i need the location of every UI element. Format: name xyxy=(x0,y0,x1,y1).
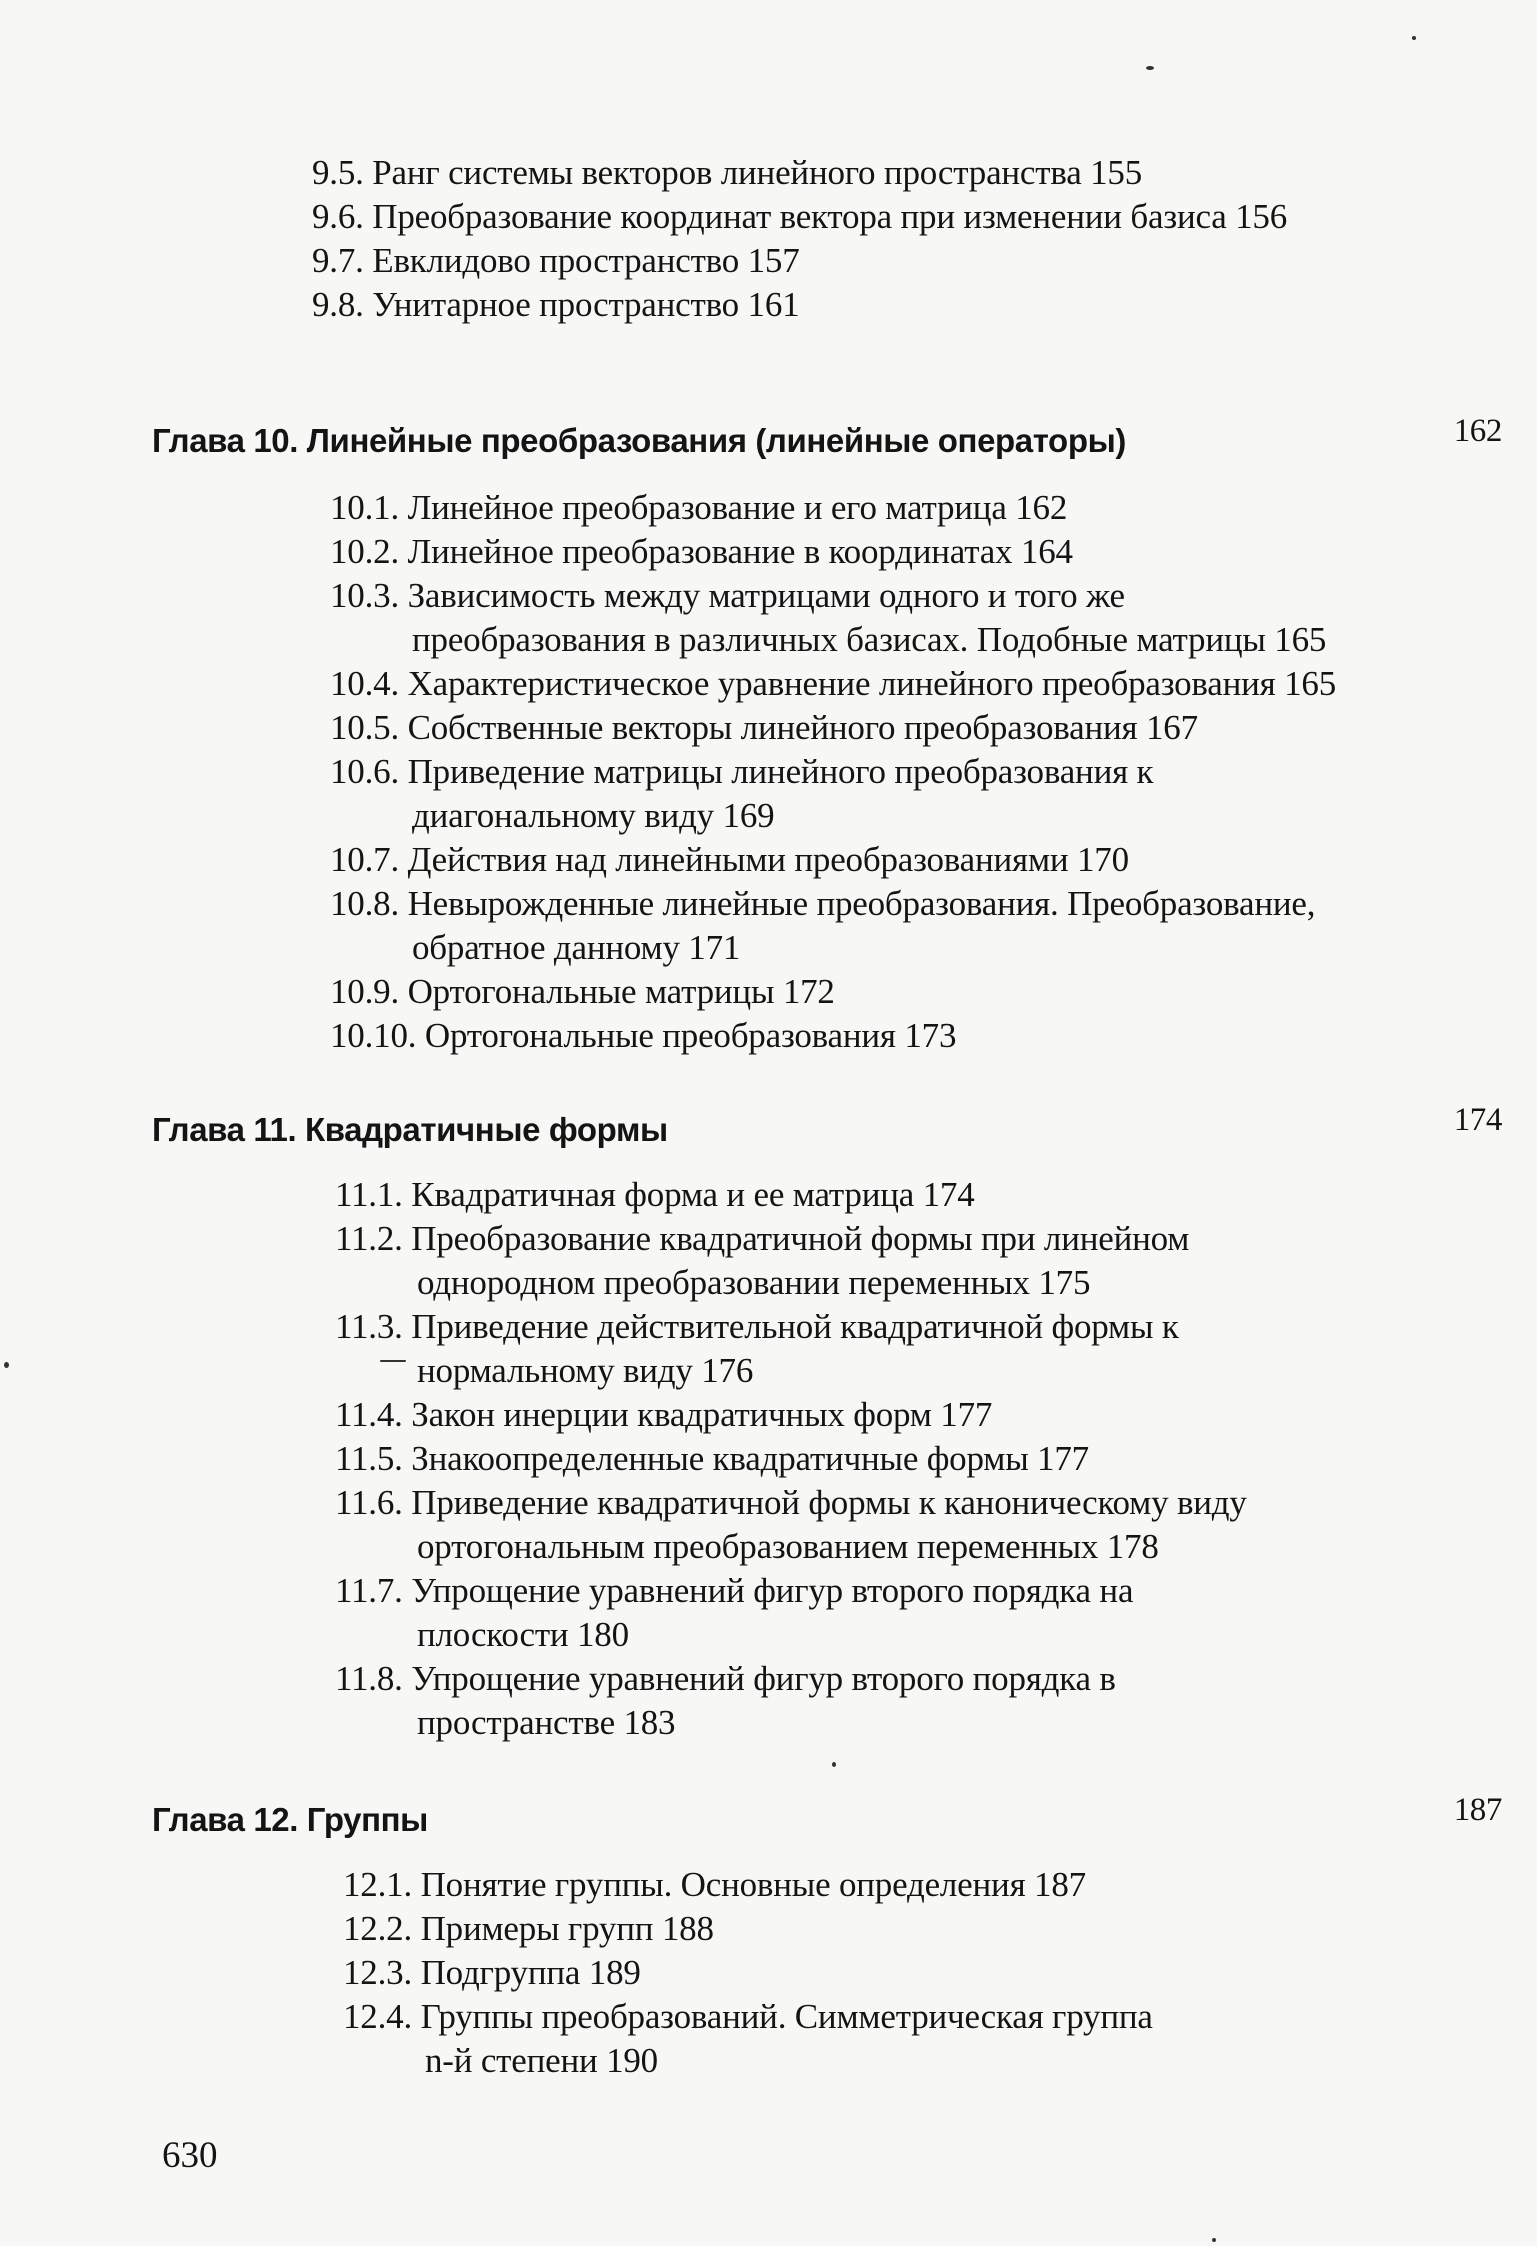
entry-continuation: преобразования в различных базисах. Подобные матрицы 165 xyxy=(412,620,1327,659)
entry-title: Линейное преобразование в координатах 164 xyxy=(407,532,1073,571)
entry-number: 11.1. xyxy=(335,1175,403,1214)
toc-entry[interactable] xyxy=(343,1951,1537,1995)
chapter-title: Глава 12. Группы xyxy=(152,1801,428,1838)
entry-title: Собственные векторы линейного преобразования 167 xyxy=(407,708,1198,747)
entry-number: 10.4. xyxy=(330,664,400,703)
toc-entry[interactable] xyxy=(330,706,1537,750)
toc-entry[interactable] xyxy=(343,1907,1537,1951)
toc-entry[interactable] xyxy=(312,195,1537,239)
entry-number: 11.3. xyxy=(335,1307,403,1346)
chapter-page-number: 187 xyxy=(1453,1792,1502,1828)
entry-title: Евклидово пространство 157 xyxy=(372,241,800,280)
entry-number: 9.6. xyxy=(312,197,364,236)
entry-continuation: нормальному виду 176 xyxy=(417,1351,754,1390)
toc-section-10 xyxy=(0,486,1537,1058)
chapter-page-number: 174 xyxy=(1453,1102,1502,1138)
entry-title: Ортогональные матрицы 172 xyxy=(407,972,835,1011)
entry-number: 12.2. xyxy=(343,1909,413,1948)
toc-section-11 xyxy=(0,1173,1537,1745)
entry-number: 10.9. xyxy=(330,972,400,1011)
toc-section-12 xyxy=(0,1863,1537,2083)
entry-number: 11.8. xyxy=(335,1659,403,1698)
entry-number: 11.2. xyxy=(335,1219,403,1258)
chapter-heading-10[interactable] xyxy=(152,413,1502,463)
toc-entry[interactable] xyxy=(330,750,1537,838)
toc-entry[interactable] xyxy=(330,574,1537,662)
entry-number: 11.7. xyxy=(335,1571,403,1610)
scan-speck xyxy=(1412,36,1416,40)
chapter-page-number: 162 xyxy=(1453,413,1502,449)
entry-title: Ранг системы векторов линейного пространства 155 xyxy=(372,153,1143,192)
entry-title: Приведение действительной квадратичной формы к xyxy=(411,1307,1179,1346)
toc-entry[interactable] xyxy=(312,239,1537,283)
entry-title: Понятие группы. Основные определения 187 xyxy=(420,1865,1086,1904)
entry-continuation: обратное данному 171 xyxy=(412,928,741,967)
toc-entry[interactable] xyxy=(335,1657,1537,1745)
entry-number: 9.5. xyxy=(312,153,364,192)
toc-entry[interactable] xyxy=(335,1393,1537,1437)
toc-entry[interactable] xyxy=(312,151,1537,195)
entry-continuation: диагональному виду 169 xyxy=(412,796,775,835)
entry-continuation: пространстве 183 xyxy=(417,1703,676,1742)
chapter-heading-12[interactable] xyxy=(152,1792,1502,1842)
scan-speck xyxy=(832,1762,836,1767)
entry-title: Квадратичная форма и ее матрица 174 xyxy=(411,1175,975,1214)
toc-entry[interactable] xyxy=(335,1569,1537,1657)
entry-title: Приведение квадратичной формы к каноническому виду xyxy=(411,1483,1247,1522)
scan-speck xyxy=(1146,66,1154,70)
entry-number: 10.10. xyxy=(330,1016,417,1055)
entry-title: Закон инерции квадратичных форм 177 xyxy=(411,1395,993,1434)
entry-number: 10.8. xyxy=(330,884,400,923)
entry-continuation: ортогональным преобразованием переменных 178 xyxy=(417,1527,1159,1566)
toc-entry[interactable] xyxy=(335,1217,1537,1305)
toc-entry[interactable] xyxy=(335,1173,1537,1217)
toc-entry[interactable] xyxy=(330,486,1537,530)
entry-title: Зависимость между матрицами одного и того же xyxy=(407,576,1125,615)
entry-title: Приведение матрицы линейного преобразования к xyxy=(407,752,1154,791)
entry-title: Унитарное пространство 161 xyxy=(372,285,800,324)
toc-entry[interactable] xyxy=(335,1305,1537,1393)
entry-title: Невырожденные линейные преобразования. Преобразование, xyxy=(407,884,1316,923)
toc-entry[interactable] xyxy=(330,838,1537,882)
toc-entry[interactable] xyxy=(335,1437,1537,1481)
entry-title: Упрощение уравнений фигур второго порядка в xyxy=(411,1659,1116,1698)
toc-entry[interactable] xyxy=(330,662,1537,706)
page-number: 630 xyxy=(162,2135,218,2176)
entry-number: 10.3. xyxy=(330,576,400,615)
entry-continuation: плоскости 180 xyxy=(417,1615,629,1654)
entry-number: 10.1. xyxy=(330,488,400,527)
entry-number: 11.5. xyxy=(335,1439,403,1478)
entry-title: Подгруппа 189 xyxy=(420,1953,641,1992)
toc-entry[interactable] xyxy=(330,882,1537,970)
entry-title: Преобразование квадратичной формы при линейном xyxy=(411,1219,1190,1258)
chapter-title: Глава 10. Линейные преобразования (линейные операторы) xyxy=(152,422,1126,459)
entry-title: Примеры групп 188 xyxy=(420,1909,714,1948)
toc-entry[interactable] xyxy=(335,1481,1537,1569)
toc-section-9 xyxy=(0,151,1537,327)
entry-title: Характеристическое уравнение линейного преобразования 165 xyxy=(407,664,1337,703)
toc-entry[interactable] xyxy=(330,1014,1537,1058)
chapter-heading-11[interactable] xyxy=(152,1102,1502,1152)
entry-number: 10.6. xyxy=(330,752,400,791)
entry-title: Линейное преобразование и его матрица 162 xyxy=(407,488,1068,527)
entry-continuation: однородном преобразовании переменных 175 xyxy=(417,1263,1091,1302)
entry-number: 10.2. xyxy=(330,532,400,571)
chapter-title: Глава 11. Квадратичные формы xyxy=(152,1111,668,1148)
entry-number: 11.6. xyxy=(335,1483,403,1522)
toc-entry[interactable] xyxy=(312,283,1537,327)
entry-title: Преобразование координат вектора при изменении базиса 156 xyxy=(372,197,1288,236)
entry-number: 12.3. xyxy=(343,1953,413,1992)
toc-entry[interactable] xyxy=(330,970,1537,1014)
entry-number: 10.5. xyxy=(330,708,400,747)
entry-number: 12.4. xyxy=(343,1997,413,2036)
entry-number: 12.1. xyxy=(343,1865,413,1904)
entry-title: Ортогональные преобразования 173 xyxy=(424,1016,957,1055)
entry-number: 11.4. xyxy=(335,1395,403,1434)
toc-entry[interactable] xyxy=(343,1995,1537,2083)
toc-entry[interactable] xyxy=(330,530,1537,574)
entry-title: Действия над линейными преобразованиями 170 xyxy=(407,840,1129,879)
entry-number: 10.7. xyxy=(330,840,400,879)
entry-title: Упрощение уравнений фигур второго порядка на xyxy=(411,1571,1134,1610)
entry-number: 9.7. xyxy=(312,241,364,280)
entry-continuation: n-й степени 190 xyxy=(425,2041,658,2080)
scan-speck xyxy=(1212,2238,1216,2242)
entry-number: 9.8. xyxy=(312,285,364,324)
toc-entry[interactable] xyxy=(343,1863,1537,1907)
entry-title: Знакоопределенные квадратичные формы 177 xyxy=(411,1439,1089,1478)
entry-title: Группы преобразований. Симметрическая группа xyxy=(420,1997,1153,2036)
